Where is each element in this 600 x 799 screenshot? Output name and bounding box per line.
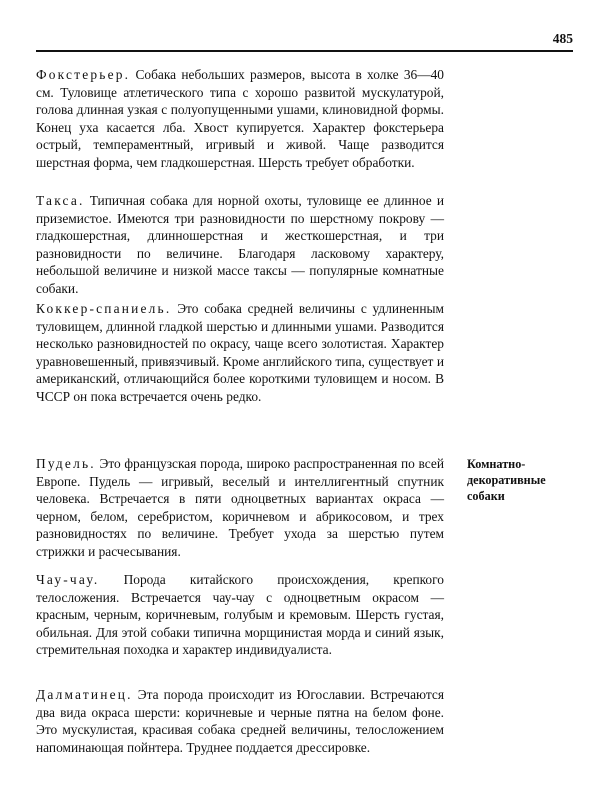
- entry-poodle: [36, 455, 444, 561]
- entry-text: Это собака средней величины с удлиненным туловищем, длинной гладкой шерстью и длинными ушами. Разводится несколько разновидностей по окрасу, чаще всего золотистая. Характер уравновешенный, привязчивый. Кроме английского типа, существует и американский, отличающийся более короткими туловищем и носом. В ЧССР он пока встречается очень редко.: [36, 301, 444, 404]
- entry-text: Порода китайского происхождения, крепкого телосложения. Встречается чау-чау с одноцветным окрасом — красным, черным, коричневым, голубым и кремовым. Шерсть густая, обильная. Для этой собаки типична морщинистая морда и синий язык, стремительная походка и характер индивидуалиста.: [36, 572, 444, 658]
- entry-term: Пудель.: [36, 456, 96, 471]
- entry-term: Далматинец.: [36, 687, 133, 702]
- entry-foxterrier: [36, 66, 444, 172]
- entry-term: Чау-чау.: [36, 572, 100, 587]
- entry-text: Это французская порода, широко распространенная по всей Европе. Пудель — игривый, веселый и интеллигентный спутник человека. Встречается в пяти одноцветных вариантах окраса — черном, белом, серебристом, коричневом и абрикосовом, и трех разновидностях по величине. Требует ухода за шерстью путем стрижки и расчесывания.: [36, 456, 444, 559]
- page-number: 485: [552, 31, 573, 46]
- entry-dalmatian: [36, 686, 444, 756]
- entry-chow-chow: [36, 571, 444, 659]
- entry-text: Собака небольших размеров, высота в холке 36—40 см. Туловище атлетического типа с хорошо развитой мускулатурой, голова длинная узкая с полуопущенными ушами, клиновидной формы. Конец уха касается лба. Хвост купируется. Характер фокстерьера острый, темпераментный, игривый и живой. Чаще разводится шерстная форма, чем гладкошерстная. Шерсть требует обработки.: [36, 67, 444, 170]
- entry-term: Такса.: [36, 193, 85, 208]
- entry-term: Коккер-спаниель.: [36, 301, 172, 316]
- entry-cocker-spaniel: [36, 300, 444, 406]
- entry-text: Типичная собака для норной охоты, туловище ее длинное и приземистое. Имеются три разновидности по шерстному покрову — гладкошерстная, длинношерстная и жесткошерстная, и три разновидности по величине. Благодаря ласковому характеру, небольшой величине и низкой массе таксы — популярные комнатные собаки.: [36, 193, 444, 296]
- entry-term: Фокстерьер.: [36, 67, 131, 82]
- header-rule: [36, 50, 573, 52]
- entry-text: Эта порода происходит из Югославии. Встречаются два вида окраса шерсти: коричневые и черные пятна на белом фоне. Это мускулистая, красивая собака средней величины, телосложением напоминающая пойнтера. Труднее поддается дрессировке.: [36, 687, 444, 755]
- margin-note: Комнатно-декоративные собаки: [467, 457, 546, 503]
- entry-dachshund: [36, 192, 444, 298]
